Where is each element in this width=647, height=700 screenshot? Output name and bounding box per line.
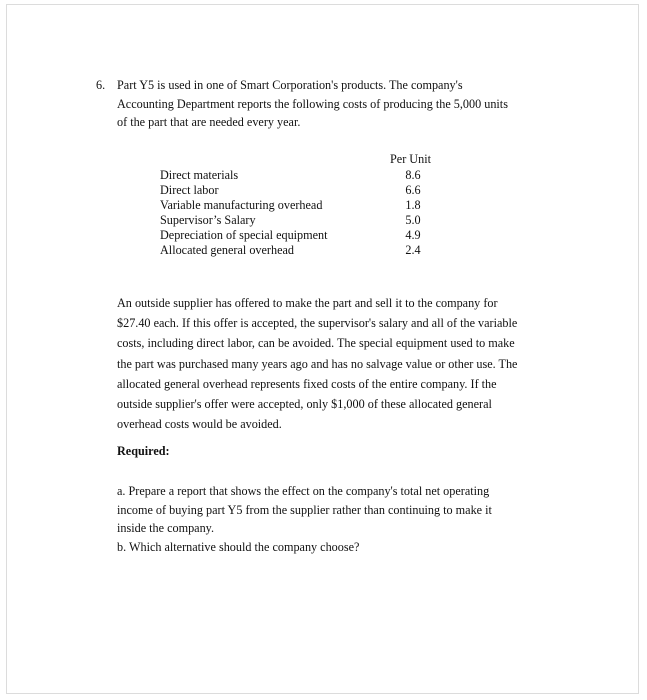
question-line: Part Y5 is used in one of Smart Corporation's products. The company's [117,78,463,92]
supplier-offer-paragraph [117,293,557,434]
question-text [117,76,557,132]
cost-row-direct-labor [160,183,450,198]
cost-row-direct-materials [160,168,450,183]
cost-row-supervisor-salary [160,213,450,228]
cost-label: Supervisor’s Salary [160,213,256,227]
cost-row-allocated-overhead [160,243,450,258]
cost-label: Variable manufacturing overhead [160,198,323,212]
cost-label: Allocated general overhead [160,243,294,257]
cost-value: 2.4 [405,243,421,257]
paragraph-line: An outside supplier has offered to make the part and sell it to the company for [117,296,498,310]
paragraph-line: overhead costs would be avoided. [117,417,282,432]
required-line: a. Prepare a report that shows the effect on the company's total net operating [117,484,490,498]
paragraph-line: $27.40 each. If this offer is accepted, the supervisor's salary and all of the variable [117,316,518,331]
paragraph-line: allocated general overhead represents fixed costs of the entire company. If the [117,376,497,391]
question-line: Accounting Department reports the following costs of producing the 5,000 units [117,96,508,111]
cost-row-depreciation [160,228,450,243]
cost-row-variable-overhead [160,198,450,213]
required-heading: Required: [117,444,170,458]
cost-value: 6.6 [405,183,421,197]
per-unit-header: Per Unit [390,152,431,166]
paragraph-line: outside supplier's offer were accepted, only $1,000 of these allocated general [117,397,492,412]
required-line: b. Which alternative should the company choose? [117,539,360,554]
required-list [117,482,557,556]
paragraph-line: costs, including direct labor, can be avoided. The special equipment used to make [117,336,515,351]
cost-label: Direct materials [160,168,239,182]
cost-value: 4.9 [405,228,421,242]
paragraph-line: the part was purchased many years ago and has no salvage value or other use. The [117,356,518,371]
cost-label: Depreciation of special equipment [160,228,328,242]
cost-label: Direct labor [160,183,219,197]
cost-value: 1.8 [405,198,421,212]
cost-value: 8.6 [405,168,421,182]
cost-value: 5.0 [405,213,421,227]
question-number: 6. [96,78,106,92]
required-line: income of buying part Y5 from the supplier rather than continuing to make it [117,502,492,517]
question-line: of the part that are needed every year. [117,115,301,129]
required-line: inside the company. [117,521,215,535]
